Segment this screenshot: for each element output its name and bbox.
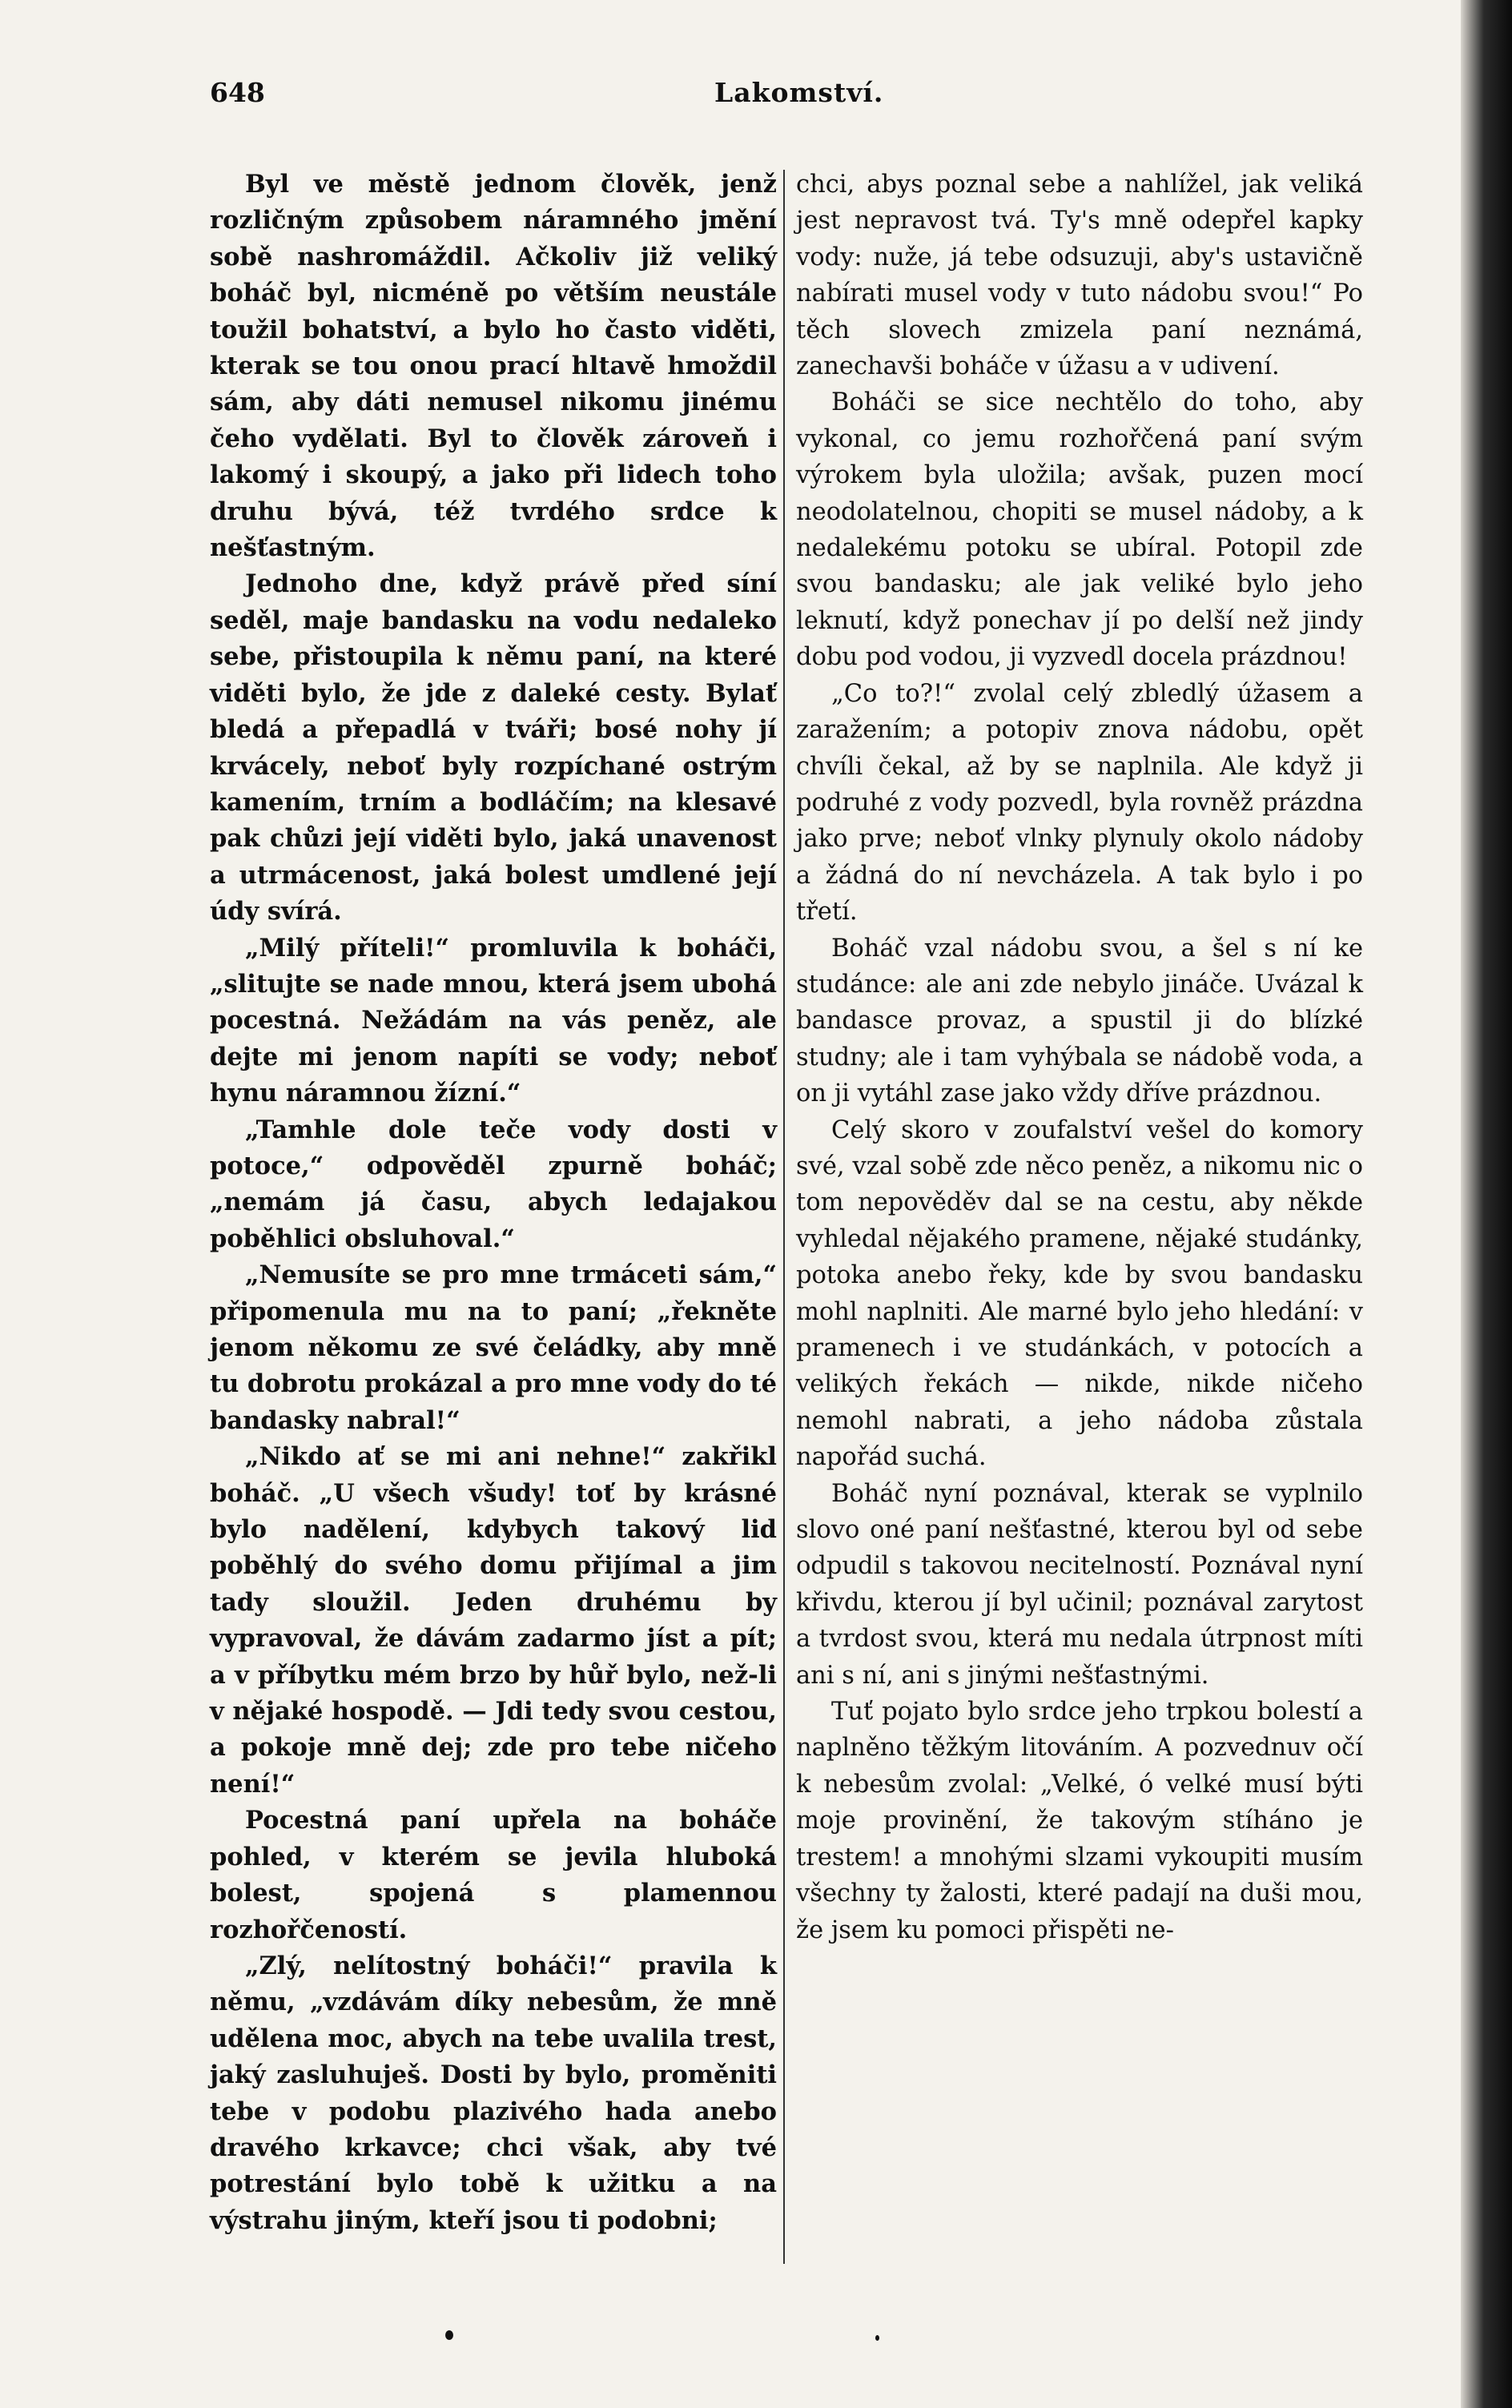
paragraph: Boháč vzal nádobu svou, a šel s ní ke studánce: ale ani zde nebylo jináče. Uvázal k bandasce provaz, a spustil ji do blízké studny; ale i tam vyhýbala se nádobě voda, a on ji vytáhl zase jako vždy dříve prázdnou. xyxy=(796,934,1363,1108)
paragraph: „Tamhle dole teče vody dosti v potoce,“ odpověděl zpurně boháč; „nemám já času, abych ledajakou poběhlici obsluhoval.“ xyxy=(210,1115,777,1253)
paragraph: „Milý příteli!“ promluvila k boháči, „slitujte se nade mnou, která jsem ubohá pocestná. Nežádám na vás peněz, ale dejte mi jenom napíti se vody; neboť hynu náramnou žízní.“ xyxy=(210,933,777,1108)
paragraph: „Co to?!“ zvolal celý zbledlý úžasem a zaražením; a potopiv znova nádobu, opět chvíli čekal, až by se naplnila. Ale když ji podruhé z vody pozvedl, byla rovněž prázdna jako prve; neboť vlnky plynuly okolo nádoby a žádná do ní nevcházela. A tak bylo i po třetí. xyxy=(796,679,1363,927)
page-number: 648 xyxy=(210,77,265,108)
paragraph: Tuť pojato bylo srdce jeho trpkou bolestí a naplněno těžkým litováním. A pozvednuv očí k nebesům zvolal: „Velké, ó velké musí býti moje provinění, že takovým stíháno je trestem! a mnohými slzami vykoupiti musím všechny ty žalosti, které padají na duši mou, že jsem ku pomoci přispěti ne- xyxy=(796,1698,1363,1944)
paragraph: „Nikdo ať se mi ani nehne!“ zakřikl boháč. „U všech všudy! toť by krásné bylo nadělení, kdybych takový lid poběhlý do svého domu přijímal a jim tady sloužil. Jeden druhému by vypravoval, že dávám zadarmo jíst a pít; a v příbytku mém brzo by hůř bylo, než-li v nějaké hospodě. — Jdi tedy svou cestou, a pokoje mně dej; zde pro tebe ničeho není!“ xyxy=(210,1442,777,1799)
column-divider xyxy=(783,170,785,2264)
paragraph: Boháči se sice nechtělo do toho, aby vykonal, co jemu rozhořčená paní svým výrokem byla uložila; avšak, puzen mocí neodolatelnou, chopiti se musel nádoby, a k nedalekému potoku se ubíral. Potopil zde svou bandasku; ale jak veliké bylo jeho leknutí, když ponechav jí po delší než jindy dobu pod vodou, ji vyzvedl docela prázdnou! xyxy=(796,388,1363,672)
page-edge-shadow xyxy=(1461,0,1512,2408)
paragraph: Celý skoro v zoufalství vešel do komory své, vzal sobě zde něco peněz, a nikomu nic o tom nepověděv dal se na cestu, aby někde vyhledal nějakého pramene, nějaké studánky, potoka anebo řeky, kde by svou bandasku mohl naplniti. Ale marné bylo jeho hledání: v pramenech i ve studánkách, v potocích a velikých řekách — nikde, nikde ničeho nemohl nabrati, a jeho nádoba zůstala napořád suchá. xyxy=(796,1116,1363,1472)
paragraph: Boháč nyní poznával, kterak se vyplnilo slovo oné paní nešťastné, kterou byl od sebe odpudil s takovou necitelností. Poznával nyní křivdu, kterou jí byl učinil; poznával zarytost a tvrdost svou, která mu nedala útrpnost míti ani s ní, ani s jinými nešťastnými. xyxy=(796,1479,1363,1690)
ink-speck xyxy=(445,2330,453,2340)
paragraph: „Nemusíte se pro mne trmáceti sám,“ připomenula mu na to paní; „řekněte jenom někomu ze své čeládky, aby mně tu dobrotu prokázal a pro mne vody do té bandasky nabral!“ xyxy=(210,1260,777,1435)
ink-speck xyxy=(875,2335,879,2341)
paragraph: chci, abys poznal sebe a nahlížel, jak veliká jest nepravost tvá. Ty's mně odepřel kapky vody: nuže, já tebe odsuzuji, aby's ustavičně nabírati musel vody v tuto nádobu svou!“ Po těch slovech zmizela paní neznámá, zanechavši boháče v úžasu a v udivení. xyxy=(796,171,1363,381)
paragraph: Pocestná paní upřela na boháče pohled, v kterém se jevila hluboká bolest, spojená s plamennou rozhořčeností. xyxy=(210,1806,777,1944)
paragraph: Byl ve městě jednom člověk, jenž rozličným způsobem náramného jmění sobě nashromáždil. Ačkoliv již veliký boháč byl, nicméně po větším neustále toužil bohatství, a bylo ho často viděti, kterak se tou onou prací hltavě hmoždil sám, aby dáti nemusel nikomu jinému čeho vydělati. Byl to člověk zároveň i lakomý i skoupý, a jako při lidech toho druhu bývá, též tvrdého srdce k nešťastným. xyxy=(210,170,777,563)
running-title: Lakomství. xyxy=(714,77,884,108)
page-header xyxy=(210,77,1371,117)
paragraph: Jednoho dne, když právě před síní seděl, maje bandasku na vodu nedaleko sebe, přistoupila k němu paní, na které viděti bylo, že jde z daleké cesty. Bylať bledá a přepadlá v tváři; bosé nohy jí krvácely, neboť byly rozpíchané ostrým kamením, trním a bodláčím; na klesavé pak chůzi její viděti bylo, jaká unavenost a utrmácenost, jaká bolest umdlené její údy svírá. xyxy=(210,569,777,927)
right-column xyxy=(796,167,1363,1948)
paragraph: „Zlý, nelítostný boháči!“ pravila k němu, „vzdávám díky nebesům, že mně udělena moc, abych na tebe uvalila trest, jaký zasluhuješ. Dosti by bylo, proměniti tebe v podobu plazivého hada anebo dravého krkavce; chci však, aby tvé potrestání bylo tobě k užitku a na výstrahu jiným, kteří jsou ti podobni; xyxy=(210,1951,777,2235)
left-column xyxy=(210,167,777,2239)
